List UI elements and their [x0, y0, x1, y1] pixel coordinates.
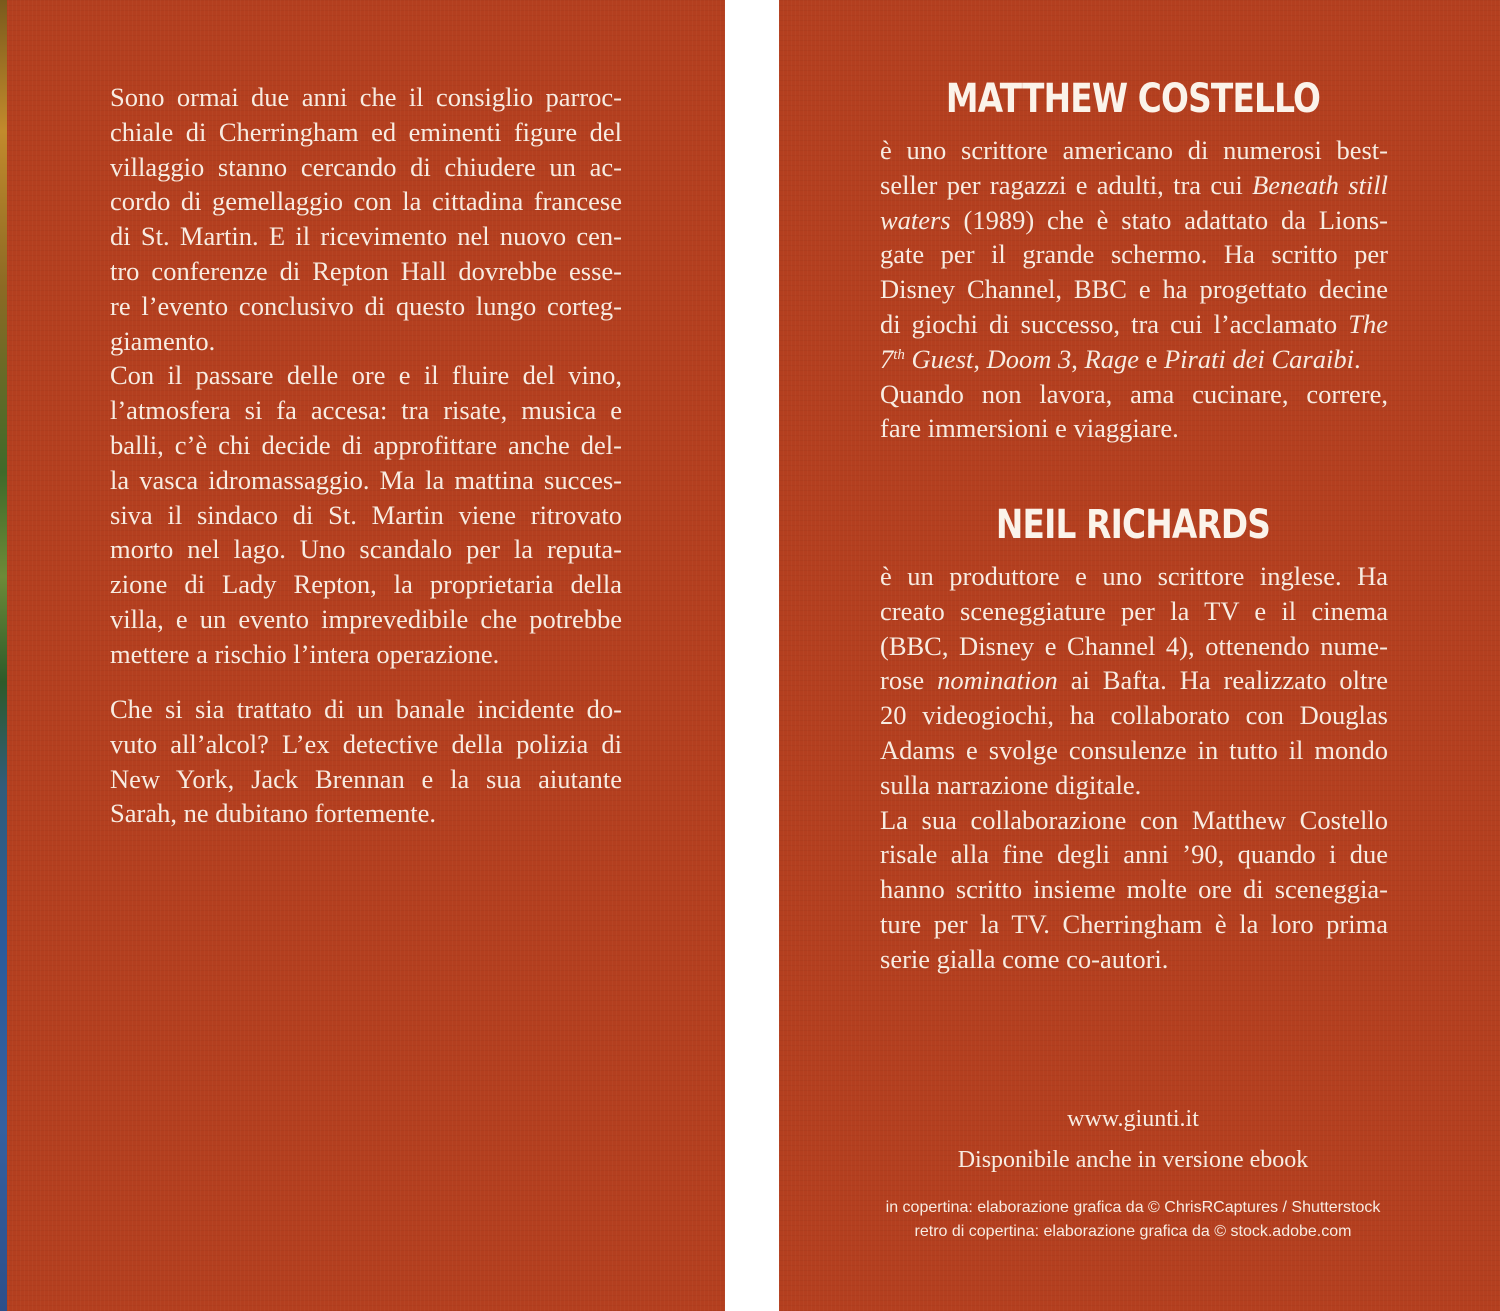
bio-line: Quando non lavora, ama cucinare, correre,	[880, 378, 1388, 409]
emphasis: nomination	[937, 665, 1058, 696]
blurb-line: Sono ormai due anni che il consiglio parroc-	[110, 82, 622, 112]
bio-line	[880, 168, 1388, 203]
bio-line: risale alla fine degli anni ’90, quando i due	[880, 839, 1388, 870]
bio-line: (BBC, Disney e Channel 4), ottenendo nume-	[880, 630, 1388, 661]
bio-line: ture per la TV. Cherringham è la loro prima	[880, 908, 1388, 939]
blurb-line: chiale di Cherringham ed eminenti figure del	[110, 116, 622, 147]
blurb-line: villa, e un evento imprevedibile che potrebbe	[110, 603, 622, 634]
bio-line	[880, 663, 1388, 698]
blurb-line: zione di Lady Repton, la proprietaria della	[110, 569, 622, 600]
ebook-availability-note: Disponibile anche in versione ebook	[957, 1147, 1309, 1173]
blurb-line: cordo di gemellaggio con la cittadina francese	[110, 186, 622, 217]
blurb-line: mettere a rischio l’intera operazione.	[110, 638, 500, 669]
blurb-line: siva il sindaco di St. Martin viene ritrovato	[110, 499, 622, 530]
bio-text: (1989) che è stato adattato da Lions-	[963, 204, 1388, 235]
bio-line: 20 videogiochi, ha collaborato con Douglas	[880, 700, 1388, 731]
bio-text: seller per ragazzi e adulti, tra cui	[880, 169, 1253, 200]
bio-line: hanno scritto insieme molte ore di sceneggia-	[880, 874, 1388, 905]
bio-line: sulla narrazione digitale.	[880, 769, 1142, 800]
game-title: The	[1348, 308, 1388, 339]
blurb-paragraph-2	[110, 692, 622, 831]
bio-line: creato sceneggiature per la TV e il cinema	[880, 595, 1388, 626]
bio-line: Disney Channel, BBC e ha progettato decine	[880, 274, 1388, 305]
author-2-name: NEIL RICHARDS	[995, 502, 1271, 548]
bio-line	[880, 307, 1388, 342]
blurb-line: New York, Jack Brennan e la sua aiutante	[110, 763, 622, 794]
front-cover-credit: in copertina: elaborazione grafica da © ChrisRCaptures / Shutterstock	[885, 1199, 1381, 1216]
author-1-name: MATTHEW COSTELLO	[945, 76, 1321, 122]
blurb-line: Sarah, ne dubitano fortemente.	[110, 798, 436, 829]
blurb-line: di St. Martin. E il ricevimento nel nuovo cen-	[110, 221, 622, 252]
book-title: waters	[880, 204, 951, 235]
bio-line	[880, 203, 1388, 238]
author-2-bio	[880, 559, 1388, 977]
bio-line: è uno scrittore americano di numerosi best-	[880, 135, 1388, 165]
bio-text: rose	[880, 665, 938, 696]
blurb-line: Con il passare delle ore e il fluire del vino,	[110, 360, 622, 391]
blurb-line: giamento.	[110, 325, 216, 356]
blurb-line: morto nel lago. Uno scandalo per la reputa-	[110, 534, 622, 565]
bio-text: di giochi di successo, tra cui l’acclamato	[880, 308, 1349, 339]
bio-line: serie gialla come co-autori.	[880, 943, 1169, 974]
back-cover-panel	[0, 0, 725, 1311]
back-cover-credit: retro di copertina: elaborazione grafica da © stock.adobe.com	[914, 1223, 1352, 1240]
game-title: Rage	[1084, 343, 1139, 374]
game-title: Doom 3	[986, 343, 1072, 374]
blurb-line: balli, c’è chi decide di approfittare anche del-	[110, 429, 622, 460]
bio-line: gate per il grande schermo. Ha scritto per	[880, 239, 1388, 270]
blurb-line: villaggio stanno cercando di chiudere un ac-	[110, 151, 622, 182]
blurb-line: tro conferenze di Repton Hall dovrebbe esse-	[110, 255, 622, 286]
blurb-line: la vasca idromassaggio. Ma la mattina succes-	[110, 464, 622, 495]
blurb-line: Che si sia trattato di un banale incidente do-	[110, 694, 622, 724]
bio-line: La sua collaborazione con Matthew Costello	[880, 804, 1388, 835]
publisher-website: www.giunti.it	[1067, 1106, 1199, 1132]
blurb-paragraph-1	[110, 80, 622, 672]
cover-image-edge	[0, 0, 7, 1311]
game-title: Pirati dei Caraibi	[1164, 343, 1354, 374]
bio-line: 7th Guest, Doom 3, Rage e Pirati dei Caraibi.	[880, 343, 1361, 374]
blurb-line: vuto all’alcol? L’ex detective della polizia di	[110, 728, 622, 759]
bio-text: ai Bafta. Ha realizzato oltre	[1057, 665, 1388, 696]
bio-line: Adams e svolge consulenze in tutto il mondo	[880, 734, 1388, 765]
bio-line: è un produttore e uno scrittore inglese. Ha	[880, 561, 1388, 591]
bio-line: fare immersioni e viaggiare.	[880, 413, 1179, 444]
book-title: Beneath still	[1252, 169, 1388, 200]
blurb-line: l’atmosfera si fa accesa: tra risate, musica e	[110, 395, 622, 426]
author-1-bio	[880, 133, 1388, 446]
game-title: 7th Guest	[880, 343, 974, 374]
blurb-line: re l’evento conclusivo di questo lungo corteg-	[110, 290, 622, 321]
